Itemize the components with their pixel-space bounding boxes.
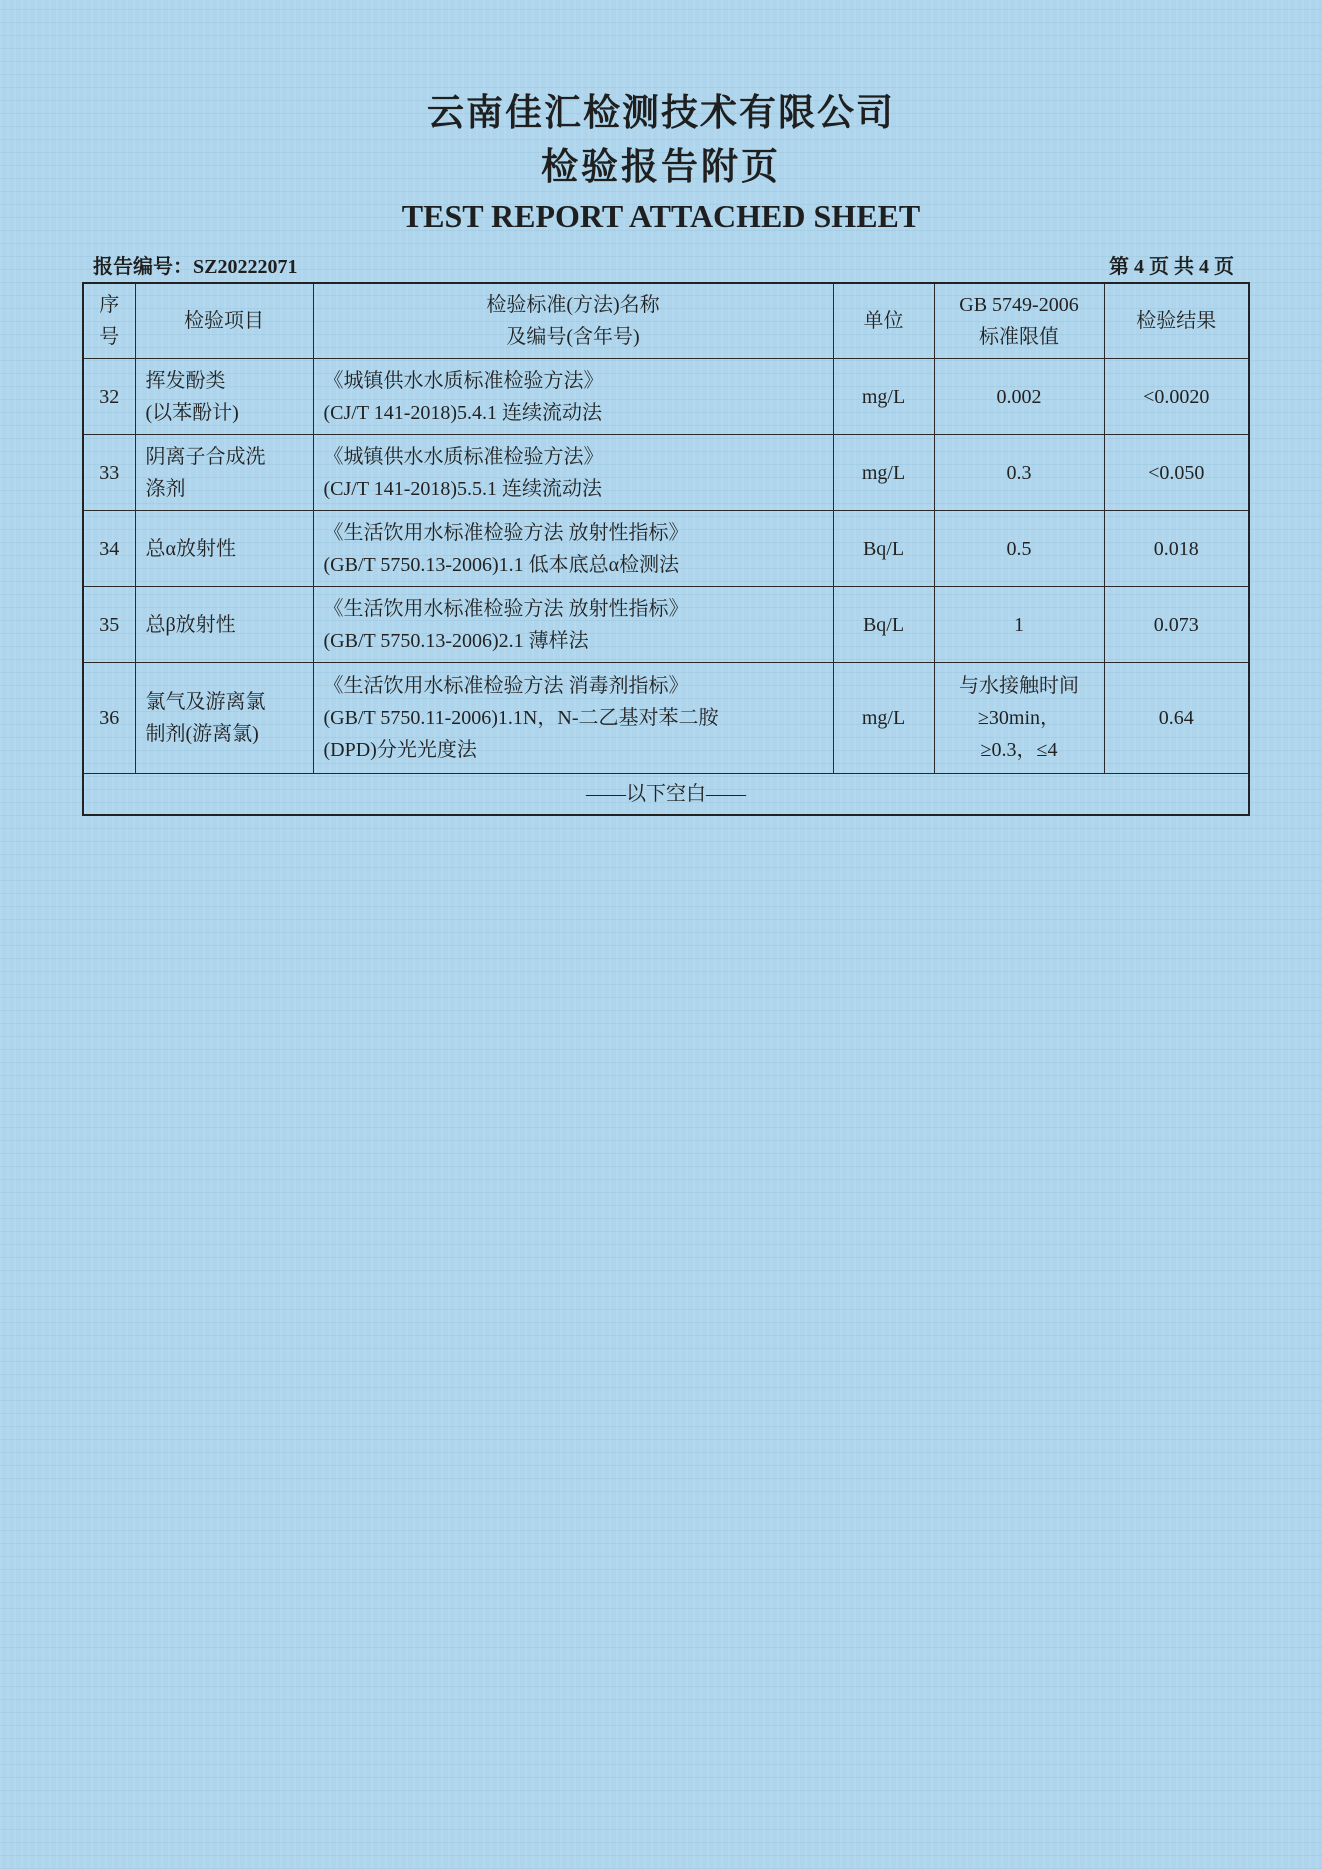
row-method: 《城镇供水水质标准检验方法》 (CJ/T 141-2018)5.5.1 连续流动法 bbox=[313, 435, 833, 511]
page-title-en: TEST REPORT ATTACHED SHEET bbox=[401, 198, 921, 234]
table-row bbox=[83, 359, 1249, 435]
row-result: <0.050 bbox=[1104, 435, 1249, 511]
company-name: 云南佳汇检测技术有限公司 bbox=[427, 91, 895, 134]
blank-note: ——以下空白—— bbox=[83, 774, 1249, 816]
row-no: 32 bbox=[83, 359, 135, 435]
row-item: 氯气及游离氯 制剂(游离氯) bbox=[135, 663, 313, 774]
row-method: 《城镇供水水质标准检验方法》 (CJ/T 141-2018)5.4.1 连续流动法 bbox=[313, 359, 833, 435]
page-title-cn: 检验报告附页 bbox=[541, 145, 781, 188]
blank-row bbox=[83, 774, 1249, 816]
header-item: 检验项目 bbox=[135, 283, 313, 359]
row-unit: mg/L bbox=[833, 435, 934, 511]
table-row bbox=[83, 435, 1249, 511]
row-unit: mg/L bbox=[833, 663, 934, 774]
row-method: 《生活饮用水标准检验方法 放射性指标》 (GB/T 5750.13-2006)2.1 薄样法 bbox=[313, 587, 833, 663]
table-row bbox=[83, 663, 1249, 774]
row-limit: 0.002 bbox=[934, 359, 1104, 435]
row-item: 总α放射性 bbox=[135, 511, 313, 587]
row-unit: Bq/L bbox=[833, 587, 934, 663]
row-limit: 1 bbox=[934, 587, 1104, 663]
row-no: 35 bbox=[83, 587, 135, 663]
results-table bbox=[82, 282, 1250, 816]
row-limit: 0.3 bbox=[934, 435, 1104, 511]
table-row bbox=[83, 587, 1249, 663]
table-row bbox=[83, 511, 1249, 587]
header-limit: GB 5749-2006 标准限值 bbox=[934, 283, 1104, 359]
row-result: <0.0020 bbox=[1104, 359, 1249, 435]
row-item: 挥发酚类 (以苯酚计) bbox=[135, 359, 313, 435]
header-no: 序 号 bbox=[83, 283, 135, 359]
row-unit: mg/L bbox=[833, 359, 934, 435]
row-item: 阴离子合成洗 涤剂 bbox=[135, 435, 313, 511]
header-unit: 单位 bbox=[833, 283, 934, 359]
row-no: 34 bbox=[83, 511, 135, 587]
table-header-row bbox=[83, 283, 1249, 359]
row-no: 36 bbox=[83, 663, 135, 774]
report-number-value: SZ20222071 bbox=[193, 256, 298, 278]
page-indicator: 第 4 页 共 4 页 bbox=[1109, 256, 1234, 278]
row-unit: Bq/L bbox=[833, 511, 934, 587]
row-no: 33 bbox=[83, 435, 135, 511]
row-limit: 与水接触时间 ≥30min， ≥0.3，≤4 bbox=[934, 663, 1104, 774]
row-limit: 0.5 bbox=[934, 511, 1104, 587]
row-method: 《生活饮用水标准检验方法 消毒剂指标》 (GB/T 5750.11-2006)1.1N，N-二乙基对苯二胺 (DPD)分光光度法 bbox=[313, 663, 833, 774]
row-item: 总β放射性 bbox=[135, 587, 313, 663]
row-result: 0.073 bbox=[1104, 587, 1249, 663]
report-number-label: 报告编号： bbox=[93, 256, 193, 278]
row-method: 《生活饮用水标准检验方法 放射性指标》 (GB/T 5750.13-2006)1.1 低本底总α检测法 bbox=[313, 511, 833, 587]
header-method: 检验标准(方法)名称 及编号(含年号) bbox=[313, 283, 833, 359]
row-result: 0.64 bbox=[1104, 663, 1249, 774]
row-result: 0.018 bbox=[1104, 511, 1249, 587]
report-number bbox=[93, 250, 297, 279]
header-result: 检验结果 bbox=[1104, 283, 1249, 359]
